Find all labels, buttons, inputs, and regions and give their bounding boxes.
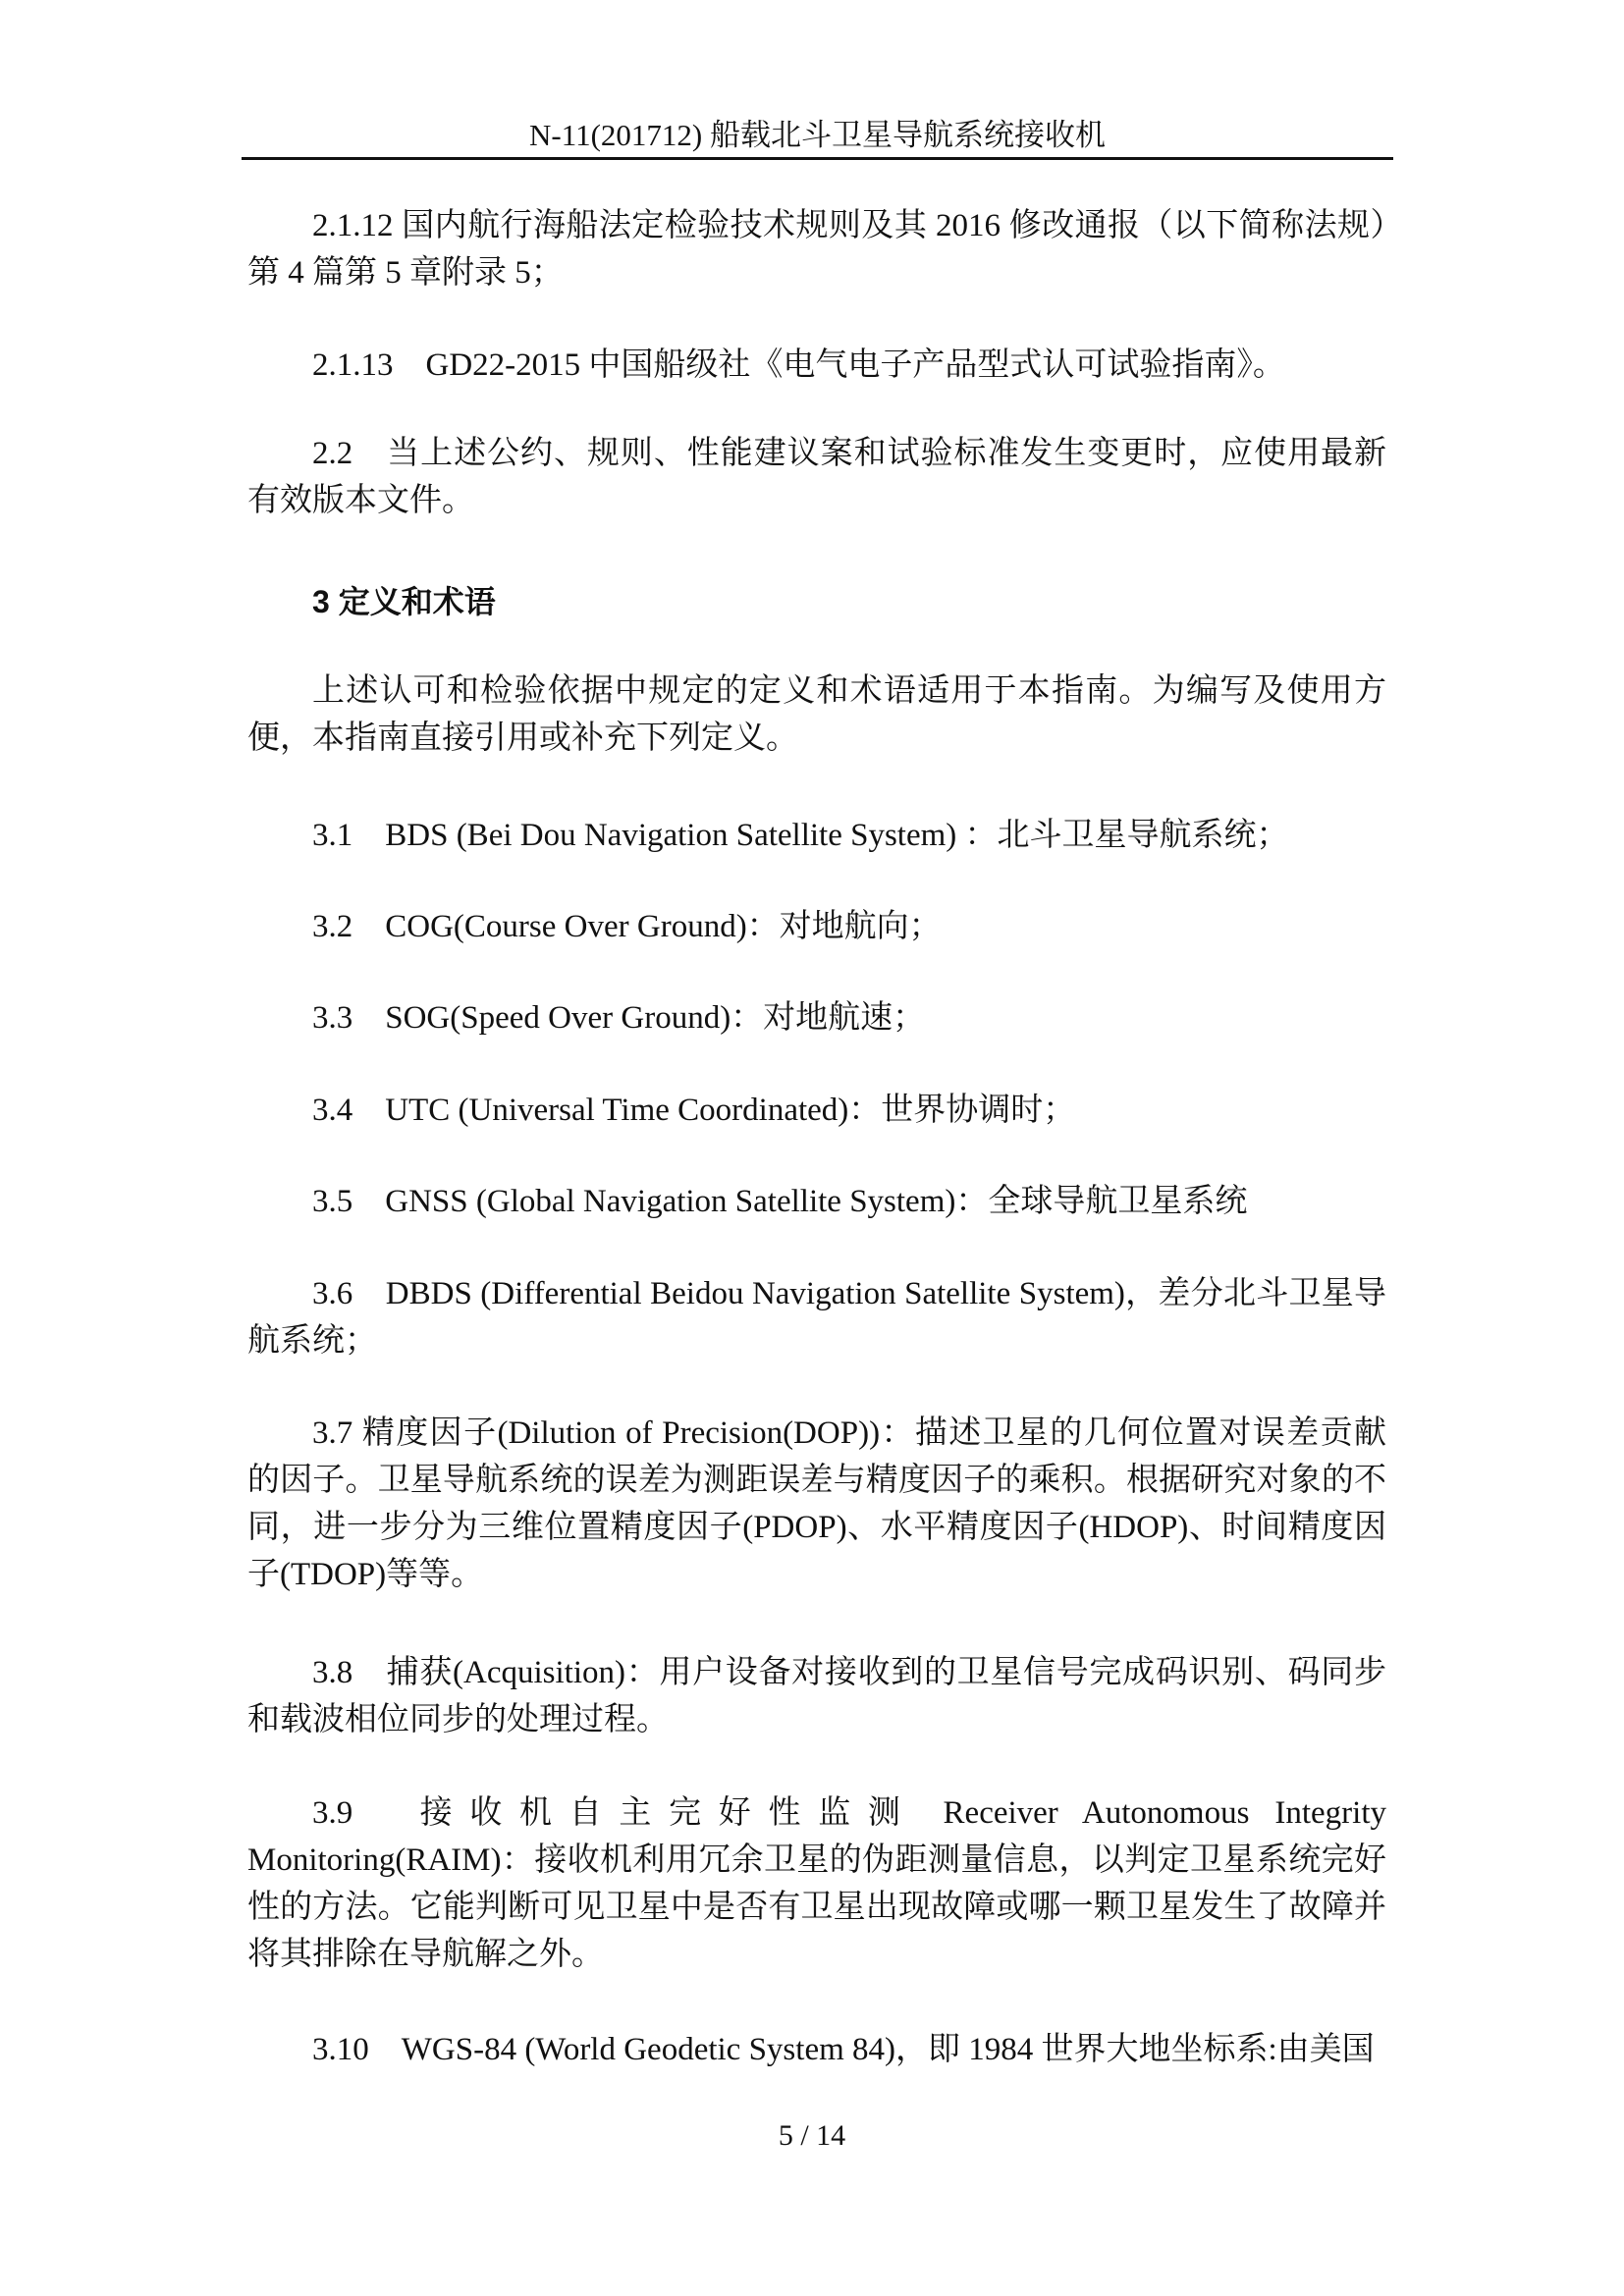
definition-3-2: 3.2 COG(Course Over Ground)：对地航向； <box>312 909 942 944</box>
definition-3-1: 3.1 BDS (Bei Dou Navigation Satellite System) ：北斗卫星导航系统； <box>312 818 1289 853</box>
definition-3-7: 3.7 精度因子(Dilution of Precision(DOP))：描述卫星的几何位置对误差贡献的因子。卫星导航系统的误差为测距误差与精度因子的乘积。根据研究对象的不同，进一步分为三维位置精度因子(PDOP)、水平精度因子(HDOP)、时间精度因子(TDOP)等等。 <box>247 1415 1386 1592</box>
page-number: 5 / 14 <box>778 2119 846 2152</box>
section-intro: 上述认可和检验依据中规定的定义和术语适用于本指南。为编写及使用方便，本指南直接引用或补充下列定义。 <box>247 673 1386 756</box>
definition-3-6: 3.6 DBDS (Differential Beidou Navigation Satellite System)，差分北斗卫星导航系统； <box>247 1276 1386 1359</box>
definition-3-8: 3.8 捕获(Acquisition)：用户设备对接收到的卫星信号完成码识别、码同步和载波相位同步的处理过程。 <box>247 1655 1386 1737</box>
running-header: N-11(201712) 船载北斗卫星导航系统接收机 <box>529 118 1106 152</box>
paragraph-2-1-12: 2.1.12 国内航行海船法定检验技术规则及其 2016 修改通报（以下简称法规）第 4 篇第 5 章附录 5； <box>247 208 1386 291</box>
paragraph-2-1-13: 2.1.13 GD22-2015 中国船级社《电气电子产品型式认可试验指南》。 <box>312 347 1285 383</box>
definition-3-3: 3.3 SOG(Speed Over Ground)：对地航速； <box>312 1000 926 1036</box>
header-rule <box>242 157 1393 160</box>
definition-3-9: 3.9 接收机自主完好性监测 Receiver Autonomous Integrity Monitoring(RAIM)：接收机利用冗余卫星的伪距测量信息，以判定卫星系统完好性的方法。它能判断可见卫星中是否有卫星出现故障或哪一颗卫星发生了故障并将其排除在导航解之外。 <box>247 1795 1386 1972</box>
paragraph-2-2: 2.2 当上述公约、规则、性能建议案和试验标准发生变更时，应使用最新有效版本文件。 <box>247 436 1386 518</box>
section-heading: 3 定义和术语 <box>312 584 496 619</box>
definition-3-4: 3.4 UTC (Universal Time Coordinated)：世界协调时； <box>312 1093 1076 1128</box>
definition-3-10: 3.10 WGS-84 (World Geodetic System 84)，即 1984 世界大地坐标系:由美国 <box>312 2032 1375 2067</box>
definition-3-5: 3.5 GNSS (Global Navigation Satellite System)：全球导航卫星系统 <box>312 1184 1248 1219</box>
